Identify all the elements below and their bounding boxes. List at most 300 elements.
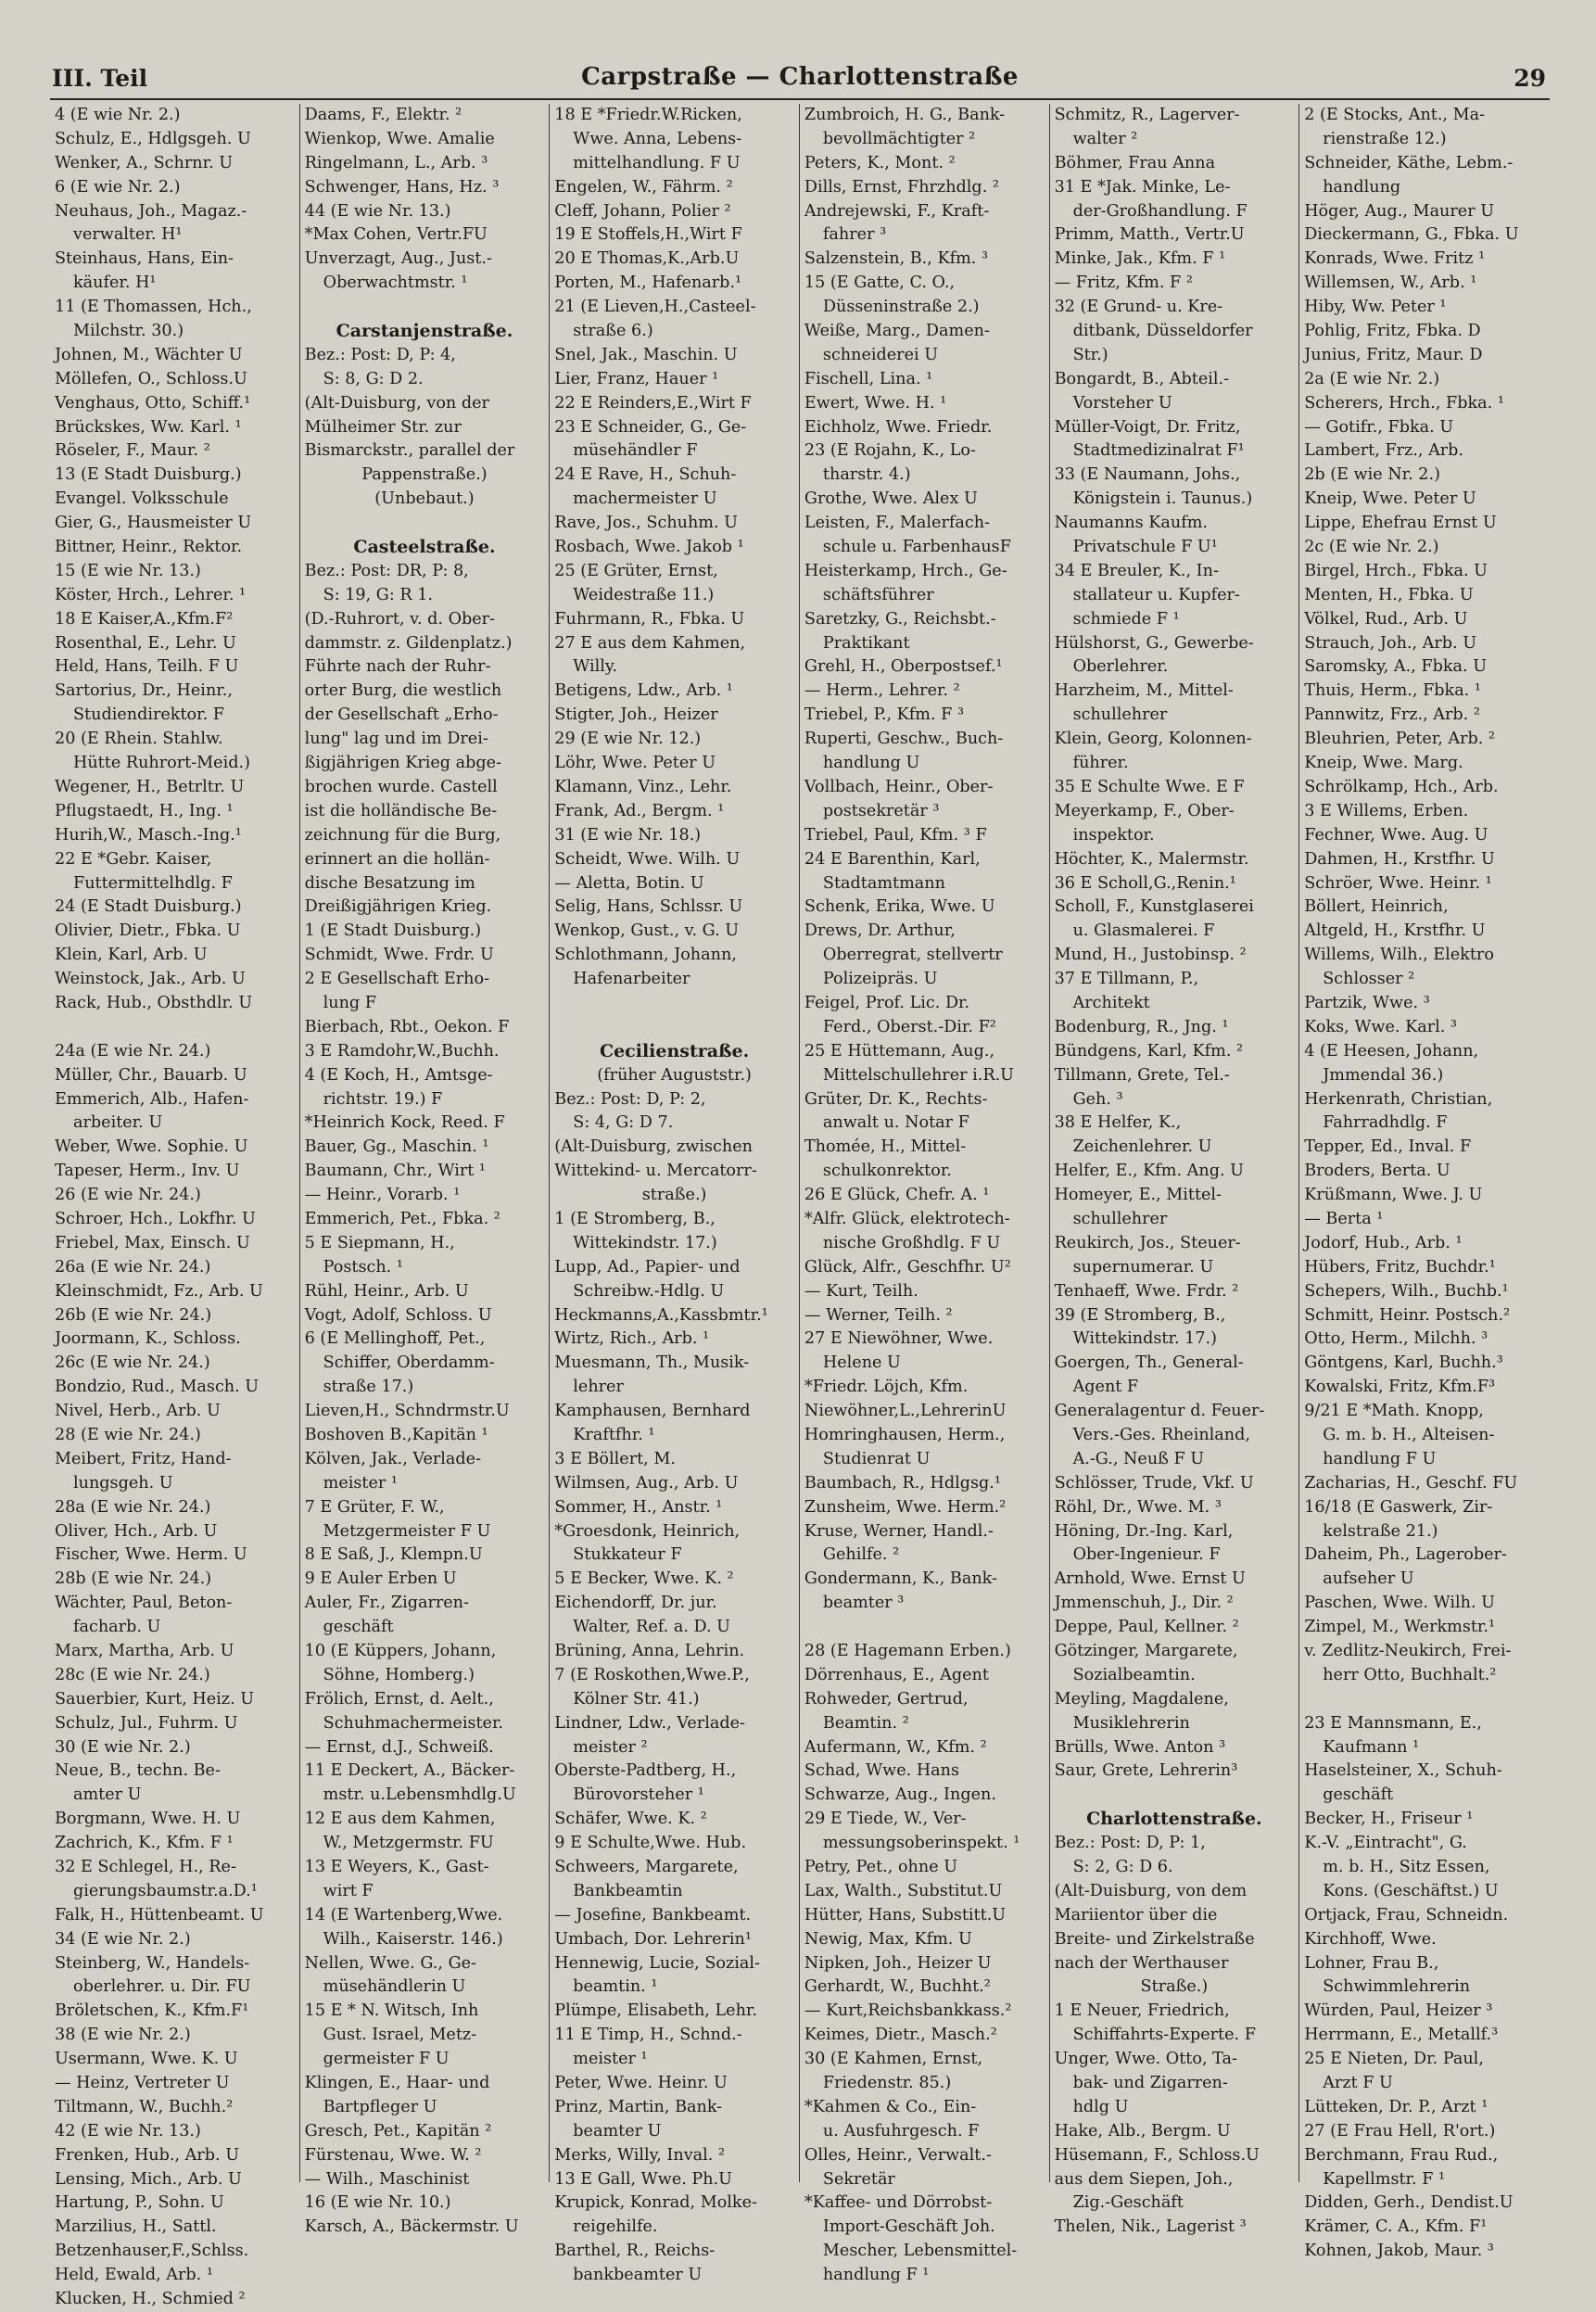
directory-line: Ferd., Oberst.-Dir. F² [822,1017,996,1036]
directory-line: — Berta ¹ [1304,1209,1384,1228]
directory-line: straße 6.) [573,322,653,341]
directory-line: Nivel, Herb., Arb. U [55,1402,221,1421]
directory-line: Becker, H., Friseur ¹ [1304,1810,1474,1829]
directory-line: Klein, Karl, Arb. U [55,946,208,965]
directory-line: Kölner Str. 41.) [573,1689,700,1709]
directory-line: Bongardt, B., Abteil.- [1054,369,1230,388]
street-heading: Charlottenstraße. [1086,1809,1262,1830]
directory-line: Schmitz, R., Lagerver- [1054,106,1240,124]
directory-line: Architekt [1072,993,1150,1012]
directory-line: stallateur u. Kupfer- [1072,585,1240,604]
directory-line: Dahmen, H., Krstfhr. U [1304,849,1495,869]
directory-line: nische Großhdlg. F U [822,1233,1001,1252]
directory-line: Beamtin. ² [822,1713,909,1733]
directory-line: Hurih,W., Masch.-Ing.¹ [55,825,242,845]
directory-line [554,1016,794,1040]
directory-line: 28c (E wie Nr. 24.) [55,1665,210,1684]
directory-line: Göntgens, Karl, Buchh.³ [1304,1353,1503,1373]
directory-line: germeister F U [323,2050,450,2069]
directory-line: Goergen, Th., General- [1054,1353,1244,1373]
directory-line: 9/21 E *Math. Knopp, [1304,1402,1484,1421]
directory-line: Glück, Alfr., Geschfhr. U² [804,1257,1011,1277]
directory-line: lehrer [573,1378,624,1397]
directory-line: Hake, Alb., Bergm. U [1054,2121,1231,2141]
directory-line: 4 (E wie Nr. 2.) [55,106,181,124]
directory-line: Kapellmstr. F ¹ [1323,2169,1446,2189]
directory-line: 3 E Ramdohr,W.,Buchh. [304,1041,500,1061]
directory-line: 38 (E wie Nr. 2.) [55,2026,191,2045]
directory-line: 26 E Glück, Chefr. A. ¹ [804,1186,990,1205]
directory-line: Möllefen, O., Schloss.U [55,369,247,388]
directory-line: Hütte Ruhrort-Meid.) [73,754,250,773]
directory-line: Bartpfleger U [323,2097,437,2116]
directory-line: schäftsführer [822,585,934,604]
directory-line: Kirchhoff, Wwe. [1304,1929,1437,1949]
directory-line: 29 (E wie Nr. 12.) [554,730,702,749]
directory-line: 9 E Schulte,Wwe. Hub. [554,1834,747,1853]
directory-line: orter Burg, die westlich [304,681,502,701]
directory-line: Minke, Jak., Kfm. F ¹ [1054,249,1226,269]
directory-line: 24 E Rave, H., Schuh- [554,465,737,485]
directory-line: 2a (E wie Nr. 2.) [1304,369,1440,388]
directory-line: Metzgermeister F U [323,1521,491,1541]
column-1 [50,104,300,2309]
directory-line: Willy. [573,657,618,677]
directory-line: Daams, F., Elektr. ² [304,106,462,124]
directory-line: handlung [1323,177,1401,197]
directory-line: Mittelschullehrer i.R.U [822,1065,1014,1085]
directory-line: 5 E Siepmann, H., [304,1233,455,1252]
column-3 [550,104,800,2285]
directory-line: — Werner, Teilh. ² [804,1305,953,1325]
directory-line: müsehändlerin U [323,1977,466,1997]
directory-line: Höning, Dr.-Ing. Karl, [1054,1521,1234,1541]
directory-line: Grüter, Dr. K., Rechts- [804,1089,988,1109]
directory-line: Vers.-Ges. Rheinland, [1072,1425,1250,1444]
directory-line: Bez.: Post: D, P: 1, [1054,1834,1206,1853]
directory-line: 39 (E Stromberg, B., [1054,1305,1226,1325]
directory-line: u. Glasmalerei. F [1072,921,1215,941]
directory-line: Str.) [1072,345,1108,364]
directory-line: Herkenrath, Christian, [1304,1089,1493,1109]
directory-line: Fahrradhdlg. F [1323,1113,1448,1133]
directory-line: Paschen, Wwe. Wilh. U [1304,1594,1495,1613]
directory-line: beamter ³ [822,1594,905,1613]
directory-line: bak- und Zigarren- [1072,2074,1228,2093]
directory-line: Wächter, Paul, Beton- [55,1594,233,1613]
directory-line: 22 E *Gebr. Kaiser, [55,849,212,869]
directory-line: 13 E Weyers, K., Gast- [304,1858,489,1877]
directory-line: Ober-Ingenieur. F [1072,1545,1221,1565]
directory-line: Leisten, F., Malerfach- [804,514,990,533]
directory-line: Schweers, Margarete, [554,1858,739,1877]
directory-line: 24 E Barenthin, Karl, [804,849,981,869]
directory-line: Dörrenhaus, E., Agent [804,1665,989,1684]
directory-line: Klamann, Vinz., Lehr. [554,777,732,796]
directory-line: Emmerich, Alb., Hafen- [55,1089,249,1109]
directory-line: Porten, M., Hafenarb.¹ [554,273,742,293]
directory-line: Düsseninstraße 2.) [822,298,980,317]
directory-line: handlung U [822,754,920,773]
directory-line: Scherers, Hrch., Fbka. ¹ [1304,393,1504,413]
directory-line: 26c (E wie Nr. 24.) [55,1353,210,1373]
directory-line: Neue, B., techn. Be- [55,1761,221,1781]
directory-line: Pappenstraße.) [361,465,488,485]
directory-line: Umbach, Dor. Lehrerin¹ [554,1929,752,1949]
directory-line: Helene U [822,1353,901,1373]
directory-line: — Kurt, Teilh. [804,1281,918,1301]
directory-line: Olivier, Dietr., Fbka. U [55,921,241,941]
directory-line: tharstr. 4.) [822,465,911,485]
directory-line: Vogt, Adolf, Schloss. U [304,1305,492,1325]
directory-line: Eichholz, Wwe. Friedr. [804,417,993,437]
directory-line: Kölven, Jak., Verlade- [304,1449,482,1468]
directory-line: Marx, Martha, Arb. U [55,1642,234,1660]
directory-line: herr Otto, Buchhalt.² [1323,1665,1497,1684]
directory-line: 1 E Neuer, Friedrich, [1054,2001,1230,2021]
directory-line: Müller-Voigt, Dr. Fritz, [1054,417,1241,437]
directory-line: 6 (E wie Nr. 2.) [55,177,181,197]
directory-line: Tillmann, Grete, Tel.- [1054,1065,1230,1085]
directory-line: (Alt-Duisburg, von dem [1054,1881,1248,1900]
directory-line: (Alt-Duisburg, zwischen [554,1137,753,1157]
section-label: III. Teil [52,65,148,92]
column-6-entries [1304,104,1545,2264]
directory-line: Höger, Aug., Maurer U [1304,201,1495,221]
directory-line: Wittekind- u. Mercatorr- [554,1162,757,1181]
directory-line: Wienkop, Wwe. Amalie [304,129,495,148]
directory-line: Polizeipräs. U [822,970,938,989]
directory-line: Berchmann, Frau Rud., [1304,2145,1499,2165]
directory-line: Schlosser ² [1323,970,1415,989]
directory-line: Gerhardt, W., Buchht.² [804,1977,991,1997]
directory-line: 44 (E wie Nr. 13.) [304,201,451,221]
directory-line: bankbeamter U [573,2266,703,2285]
directory-line: Straße.) [1140,1977,1209,1997]
directory-line: Strauch, Joh., Arb. U [1304,633,1477,653]
directory-line [1055,1784,1295,1808]
directory-line: 23 E Mannsmann, E., [1304,1713,1482,1733]
directory-line: Agent F [1072,1378,1139,1397]
directory-line: Krämer, C. A., Kfm. F¹ [1304,2217,1488,2237]
directory-line: v. Zedlitz-Neukirch, Frei- [1304,1642,1512,1660]
directory-line: Rohweder, Gertrud, [804,1689,969,1709]
directory-line: Herrmann, E., Metallf.³ [1304,2026,1499,2045]
directory-line: 31 E *Jak. Minke, Le- [1054,177,1231,197]
directory-line: Milchstr. 30.) [73,322,184,341]
directory-line: Junius, Fritz, Maur. D [1304,345,1483,364]
directory-line: Tenhaeff, Wwe. Frdr. ² [1054,1281,1239,1301]
column-3-entries [554,104,794,2288]
directory-line: 30 (E wie Nr. 2.) [55,1737,191,1757]
directory-line: Harzheim, M., Mittel- [1054,681,1234,701]
directory-line: wirt F [323,1881,374,1900]
directory-line: Zachrich, K., Kfm. F ¹ [55,1834,234,1853]
directory-line: 3 E Böllert, M. [554,1449,676,1468]
directory-line: Lupp, Ad., Papier- und [554,1257,741,1277]
directory-line: 29 E Tiede, W., Ver- [804,1810,967,1829]
directory-line: Betigens, Ldw., Arb. ¹ [554,681,733,701]
directory-line: 3 E Willems, Erben. [1304,801,1469,820]
directory-line: Röhl, Dr., Wwe. M. ³ [1054,1497,1222,1517]
directory-line: Homringhausen, Herm., [804,1425,1006,1444]
directory-line: Oberlehrer. [1072,657,1169,677]
directory-line: führer. [1072,754,1129,773]
directory-line: 26 (E wie Nr. 24.) [55,1186,201,1205]
directory-line: Schiffahrts-Experte. F [1072,2026,1256,2045]
directory-line: Praktikant [822,633,910,653]
directory-line: Peters, K., Mont. ² [804,153,956,172]
directory-line: Held, Ewald, Arb. ¹ [55,2266,213,2285]
directory-line: Wegener, H., Betrltr. U [55,777,245,796]
directory-line: Selig, Hans, Schlssr. U [554,897,743,917]
directory-line: Zeichenlehrer. U [1072,1137,1212,1157]
directory-line: Bodenburg, R., Jng. ¹ [1054,1017,1229,1036]
directory-line: Wirtz, Rich., Arb. ¹ [554,1329,710,1349]
directory-line: Bröletschen, K., Kfm.F¹ [55,2001,249,2021]
directory-line: — Fritz, Kfm. F ² [1054,273,1193,293]
directory-line: 15 (E Gatte, C. O., [804,273,956,293]
directory-line: Weinstock, Jak., Arb. U [55,970,246,989]
directory-line: Hartung, P., Sohn. U [55,2193,224,2213]
directory-line: Marzilius, H., Sattl. [55,2217,217,2237]
directory-line: *Friedr. Löjch, Kfm. [804,1378,969,1397]
street-heading: Casteelstraße. [353,537,496,558]
directory-line: — Josefine, Bankbeamt. [554,1905,752,1925]
directory-line: lungsgeh. U [73,1473,173,1493]
directory-line: Saretzky, G., Reichsbt.- [804,609,996,629]
directory-line: Rühl, Heinr., Arb. U [304,1281,469,1301]
directory-line: Otto, Herm., Milchh. ³ [1304,1329,1488,1349]
directory-line: — Gotifr., Fbka. U [1304,417,1454,437]
directory-line: 20 (E Rhein. Stahlw. [55,730,223,749]
directory-line: brochen wurde. Castell [304,777,498,796]
directory-line: Joormann, K., Schloss. [55,1329,241,1349]
directory-line: u. Ausfuhrgesch. F [822,2121,980,2141]
directory-line: (D.-Ruhrort, v. d. Ober- [304,609,496,629]
directory-line: Lippe, Ehefrau Ernst U [1304,514,1497,533]
directory-line: Willems, Wilh., Elektro [1304,946,1494,965]
directory-line: Gehilfe. ² [822,1545,900,1565]
directory-line [305,296,545,320]
directory-line: schule u. FarbenhausF [822,538,1011,557]
directory-line: geschäft [1323,1785,1394,1805]
directory-line: Lieven,H., Schndrmstr.U [304,1402,510,1421]
directory-line: 9 E Auler Erben U [304,1569,457,1589]
directory-line: 26a (E wie Nr. 24.) [55,1257,211,1277]
directory-line: *Groesdonk, Heinrich, [554,1521,741,1541]
directory-line: Krupick, Konrad, Molke- [554,2193,757,2213]
directory-line: Geh. ³ [1072,1089,1123,1109]
directory-line: Aufermann, W., Kfm. ² [804,1737,987,1757]
directory-line: Boshoven B.,Kapitän ¹ [304,1425,488,1444]
directory-line: Postsch. ¹ [323,1257,403,1277]
directory-line: Dreißigjährigen Krieg. [304,897,492,917]
directory-line: Andrejewski, F., Kraft- [804,201,990,221]
directory-line: Venghaus, Otto, Schiff.¹ [55,393,251,413]
directory-line: *Max Cohen, Vertr.FU [304,225,488,245]
directory-line: Schulz, Jul., Fuhrm. U [55,1713,238,1733]
directory-line: Grehl, H., Oberpostsef.¹ [804,657,1003,677]
directory-line: Wilh., Kaiserstr. 146.) [323,1929,503,1949]
directory-line: dische Besatzung im [304,873,475,893]
directory-line: 28 (E Hagemann Erben.) [804,1642,1011,1660]
directory-line: Höchter, K., Malermstr. [1054,849,1249,869]
directory-line: Fischer, Wwe. Herm. U [55,1545,247,1565]
directory-line: Hafenarbeiter [573,970,690,989]
directory-line: Thomée, H., Mittel- [804,1137,967,1157]
directory-line: Pflugstaedt, H., Ing. ¹ [55,801,234,820]
directory-line: Stukkateur F [573,1545,682,1565]
directory-line: — Ernst, d.J., Schweiß. [304,1737,494,1757]
directory-line: 7 E Grüter, F. W., [304,1497,445,1517]
directory-line: Partzik, Wwe. ³ [1304,993,1430,1012]
directory-line: Bürovorsteher ¹ [573,1785,704,1805]
directory-line: Bleuhrien, Peter, Arb. ² [1304,730,1496,749]
directory-line: Dieckermann, G., Fbka. U [1304,225,1519,245]
directory-line: Löhr, Wwe. Peter U [554,754,716,773]
directory-line: Petry, Pet., ohne U [804,1858,958,1877]
directory-line: Ortjack, Frau, Schneidn. [1304,1905,1509,1925]
page-number: 29 [1514,65,1546,92]
directory-line: müsehändler F [573,441,698,461]
directory-line: — Wilh., Maschinist [304,2169,470,2189]
directory-line: Niewöhner,L.,LehrerinU [804,1402,1007,1421]
directory-line: Meyling, Magdalene, [1054,1689,1229,1709]
street-range-title: Carpstraße — Charlottenstraße [581,63,1019,91]
directory-line: der Gesellschaft „Erho- [304,705,499,725]
directory-line: 2b (E wie Nr. 2.) [1304,465,1440,485]
directory-line: Didden, Gerh., Dendist.U [1304,2193,1514,2213]
directory-line: Königstein i. Taunus.) [1072,489,1253,509]
directory-line: 32 (E Grund- u. Kre- [1054,298,1223,317]
directory-line: Kohnen, Jakob, Maur. ³ [1304,2242,1494,2261]
directory-line: Weber, Wwe. Sophie. U [55,1137,248,1157]
directory-line: Peter, Wwe. Heinr. U [554,2074,728,2093]
directory-line: Held, Hans, Teilh. F U [55,657,239,677]
directory-line: 4 (E Heesen, Johann, [1304,1041,1479,1061]
directory-line: Baumann, Chr., Wirt ¹ [304,1162,486,1181]
directory-line: 18 E *Friedr.W.Ricken, [554,106,742,124]
directory-line: Borgmann, Wwe. H. U [55,1810,241,1829]
directory-line: Evangel. Volksschule [55,489,229,509]
directory-line: Schuhmachermeister. [323,1713,504,1733]
directory-line: Plümpe, Elisabeth, Lehr. [554,2001,757,2021]
directory-line: oberlehrer. u. Dir. FU [73,1977,251,1997]
directory-line: Röseler, F., Maur. ² [55,441,210,461]
directory-line: (früher Auguststr.) [597,1065,752,1085]
directory-line: Schröer, Wwe. Heinr. ¹ [1304,873,1492,893]
directory-line: 15 E * N. Witsch, Inh [304,2001,479,2021]
directory-line: Schulz, E., Hdlgsgeh. U [55,129,251,148]
directory-line: 37 E Tillmann, P., [1054,970,1199,989]
directory-line: Zunsheim, Wwe. Herm.² [804,1497,1007,1517]
directory-line: anwalt u. Notar F [822,1113,969,1133]
directory-line: Stigter, Joh., Heizer [554,705,718,725]
column-6 [1299,104,1550,2261]
column-5-entries [1055,104,1295,2240]
directory-line: Fechner, Wwe. Aug. U [1304,825,1488,845]
directory-line: Mund, H., Justobinsp. ² [1054,946,1247,965]
directory-line: Sauerbier, Kurt, Heiz. U [55,1689,255,1709]
directory-line: K.-V. „Eintracht", G. [1304,1834,1467,1853]
directory-line: Ewert, Wwe. H. ¹ [804,393,947,413]
directory-line: kelstraße 21.) [1323,1521,1438,1541]
directory-line: Schwenger, Hans, Hz. ³ [304,177,500,197]
directory-line: Stadtmedizinalrat F¹ [1072,441,1245,461]
directory-line: schulkonrektor. [822,1162,952,1181]
directory-line: Lax, Walth., Substitut.U [804,1881,1003,1900]
directory-line: Böllert, Heinrich, [1304,897,1449,917]
directory-line: Pannwitz, Frz., Arb. ² [1304,705,1480,725]
directory-line: 11 E Timp, H., Schnd.- [554,2026,742,2045]
directory-line: Rave, Jos., Schuhm. U [554,514,739,533]
directory-line: 1 (E Stadt Duisburg.) [304,921,482,941]
directory-line: 31 (E wie Nr. 18.) [554,825,702,845]
directory-line: Feigel, Prof. Lic. Dr. [804,993,970,1012]
directory-line: Fischell, Lina. ¹ [804,369,933,388]
directory-line: 28a (E wie Nr. 24.) [55,1497,211,1517]
directory-line: Böhmer, Frau Anna [1054,153,1216,172]
directory-line: Pohlig, Fritz, Fbka. D [1304,322,1481,341]
directory-line: straße 17.) [323,1378,414,1397]
directory-line: Hübers, Fritz, Buchdr.¹ [1304,1257,1496,1277]
directory-line: S: 19, G: R 1. [323,585,433,604]
directory-line: Kneip, Wwe. Peter U [1304,489,1476,509]
directory-line: Bankbeamtin [573,1881,683,1900]
directory-line: Willemsen, W., Arb. ¹ [1304,273,1477,293]
directory-line: Koks, Wwe. Karl. ³ [1304,1017,1457,1036]
directory-line: schneiderei U [822,345,939,364]
directory-line: Hülshorst, G., Gewerbe- [1054,633,1254,653]
directory-line: Keimes, Dietr., Masch.² [804,2026,997,2045]
directory-line: Kamphausen, Bernhard [554,1402,751,1421]
directory-line: Köster, Hrch., Lehrer. ¹ [55,585,247,604]
directory-line: Unger, Wwe. Otto, Ta- [1054,2050,1237,2069]
directory-line: (Unbebaut.) [374,489,475,509]
directory-line: Studienrat U [822,1449,931,1468]
directory-line: käufer. H¹ [73,273,157,293]
directory-line: Heisterkamp, Hrch., Ge- [804,561,1007,580]
directory-line: Schneider, Käthe, Lebm.- [1304,153,1514,172]
directory-line: Jmmendal 36.) [1323,1065,1444,1085]
directory-line: Brückskes, Ww. Karl. ¹ [55,417,242,437]
directory-line: 14 (E Wartenberg,Wwe. [304,1905,503,1925]
directory-line: Usermann, Wwe. K. U [55,2050,238,2069]
directory-line: Jmmenschuh, J., Dir. ² [1054,1594,1234,1613]
directory-line: Hüsemann, F., Schloss.U [1054,2145,1260,2165]
directory-line: Kaufmann ¹ [1323,1737,1420,1757]
directory-line: A.-G., Neuß F U [1072,1449,1205,1468]
directory-line: dammstr. z. Gildenplatz.) [304,633,513,653]
directory-line: W., Metzgermstr. FU [323,1834,494,1853]
directory-line: Völkel, Rud., Arb. U [1304,609,1468,629]
directory-line: Weidestraße 11.) [573,585,715,604]
directory-line: 11 (E Thomassen, Hch., [55,298,252,317]
directory-line: Birgel, Hrch., Fbka. U [1304,561,1488,580]
directory-line: Kneip, Wwe. Marg. [1304,754,1463,773]
column-2-entries [305,104,545,2240]
directory-line: geschäft [323,1618,394,1637]
directory-line: handlung F U [1323,1449,1437,1468]
directory-line: 38 E Helfer, K., [1054,1113,1182,1133]
directory-line: Brüning, Anna, Lehrin. [554,1642,745,1660]
directory-line: Bez.: Post: D, P: 2, [554,1089,706,1109]
directory-line: m. b. H., Sitz Essen, [1323,1858,1490,1877]
directory-line: beamter U [573,2121,662,2141]
directory-line: Stadtamtmann [822,873,945,893]
directory-line: 25 E Hüttemann, Aug., [804,1041,995,1061]
